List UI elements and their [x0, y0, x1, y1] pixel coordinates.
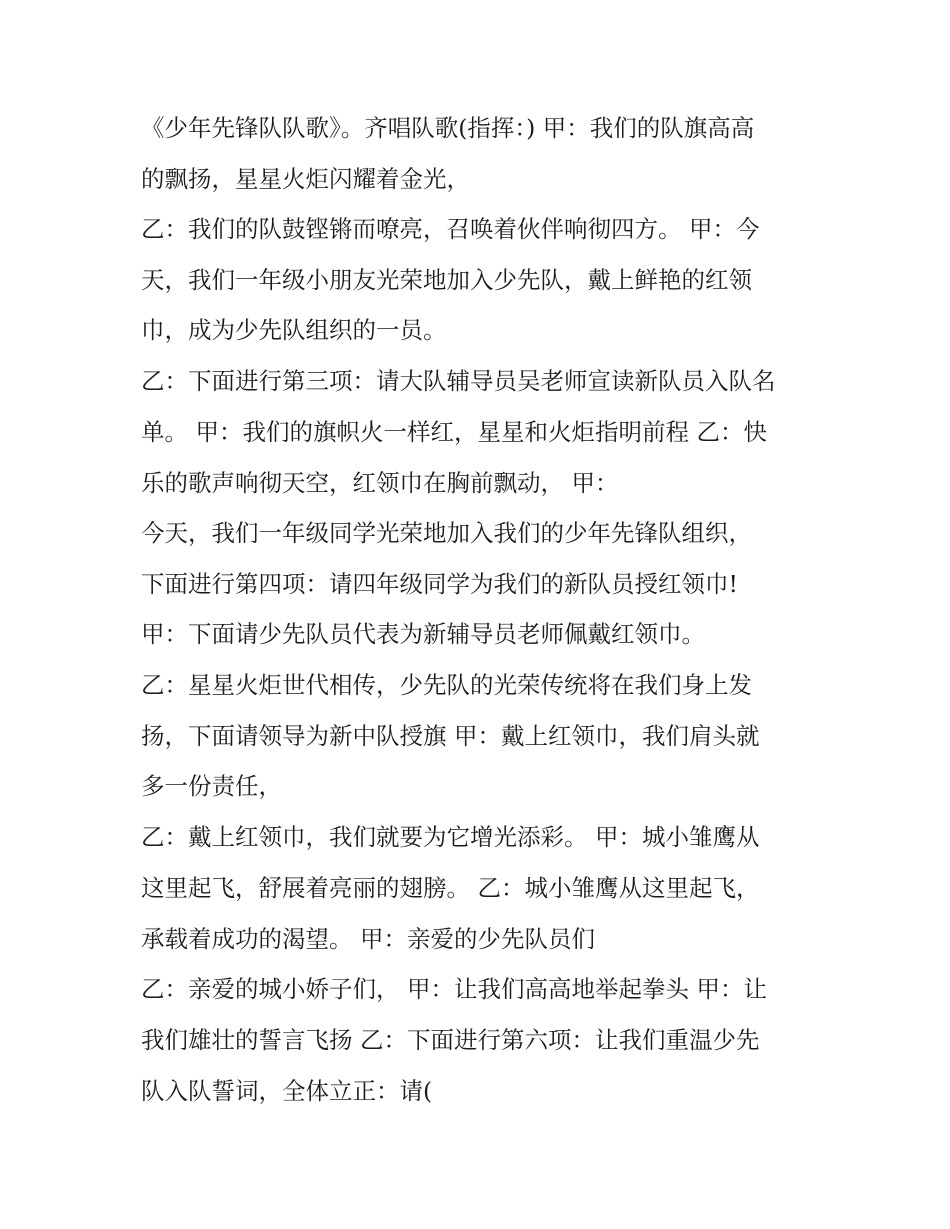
text-line-16: 这里起飞，舒展着亮丽的翅膀。 乙：城小雏鹰从这里起飞，: [141, 874, 760, 902]
text-line-12: 乙：星星火炬世代相传，少先队的光荣传统将在我们身上发: [141, 671, 752, 699]
text-line-18: 乙：亲爱的城小娇子们， 甲：让我们高高地举起拳头 甲：让: [141, 975, 767, 1003]
text-line-2: 的飘扬，星星火炬闪耀着金光，: [141, 165, 470, 193]
text-line-11: 甲：下面请少先队员代表为新辅导员老师佩戴红领巾。: [141, 620, 705, 648]
text-line-10: 下面进行第四项：请四年级同学为我们的新队员授红领巾!: [141, 570, 738, 598]
text-line-14: 多一份责任，: [141, 772, 282, 800]
text-line-8: 乐的歌声响彻天空，红领巾在胸前飘动， 甲：: [141, 469, 619, 497]
text-line-1: 《少年先锋队队歌》。齐唱队歌(指挥：) 甲：我们的队旗高高: [141, 114, 755, 142]
text-line-7: 单。 甲：我们的旗帜火一样红，星星和火炬指明前程 乙：快: [141, 418, 767, 446]
text-line-3: 乙：我们的队鼓铿锵而嘹亮，召唤着伙伴响彻四方。 甲：今: [141, 215, 760, 243]
text-line-6: 乙：下面进行第三项：请大队辅导员吴老师宣读新队员入队名: [141, 367, 776, 395]
text-line-13: 扬，下面请领导为新中队授旗 甲：戴上红领巾，我们肩头就: [141, 722, 760, 750]
text-line-15: 乙：戴上红领巾，我们就要为它增光添彩。 甲：城小雏鹰从: [141, 823, 760, 851]
text-line-5: 巾，成为少先队组织的一员。: [141, 316, 447, 344]
text-line-9: 今天，我们一年级同学光荣地加入我们的少年先锋队组织，: [141, 519, 752, 547]
text-line-17: 承载着成功的渴望。 甲：亲爱的少先队员们: [141, 925, 595, 953]
text-line-20: 队入队誓词，全体立正：请(: [141, 1077, 433, 1105]
text-line-4: 天，我们一年级小朋友光荣地加入少先队，戴上鲜艳的红领: [141, 266, 752, 294]
text-line-19: 我们雄壮的誓言飞扬 乙：下面进行第六项：让我们重温少先: [141, 1026, 760, 1054]
